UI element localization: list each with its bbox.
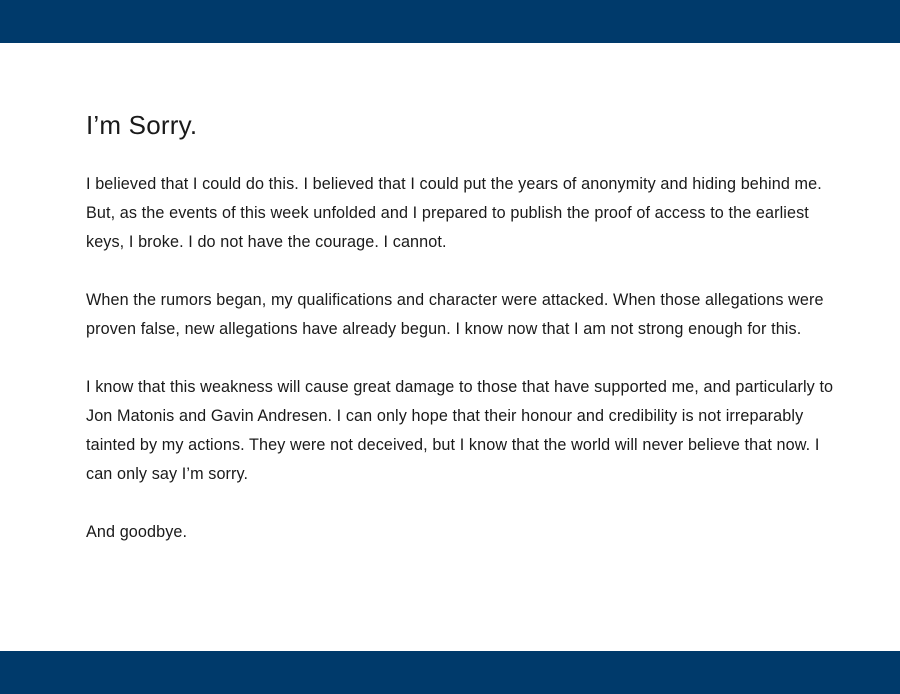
letter-body (86, 170, 846, 547)
footer-band (0, 651, 900, 694)
paragraph-3: I know that this weakness will cause great damage to those that have supported me, and particularly to Jon Matonis and Gavin Andresen. I can only hope that their honour and credibility is not irreparably tainted by my actions. They were not deceived, but I know that the world will never believe that now. I can only say I’m sorry. (86, 378, 834, 483)
paragraph-2: When the rumors began, my qualifications and character were attacked. When those allegations were proven false, new allegations have already begun. I know now that I am not strong enough for this. (86, 291, 824, 338)
letter (86, 108, 846, 547)
letter-title: I’m Sorry. (86, 110, 198, 140)
paragraph-4: And goodbye. (86, 523, 188, 541)
paragraph-1: I believed that I could do this. I believed that I could put the years of anonymity and hiding behind me. But, as the events of this week unfolded and I prepared to publish the proof of access to the earliest keys, I broke. I do not have the courage. I cannot. (86, 175, 822, 251)
header-band (0, 0, 900, 43)
